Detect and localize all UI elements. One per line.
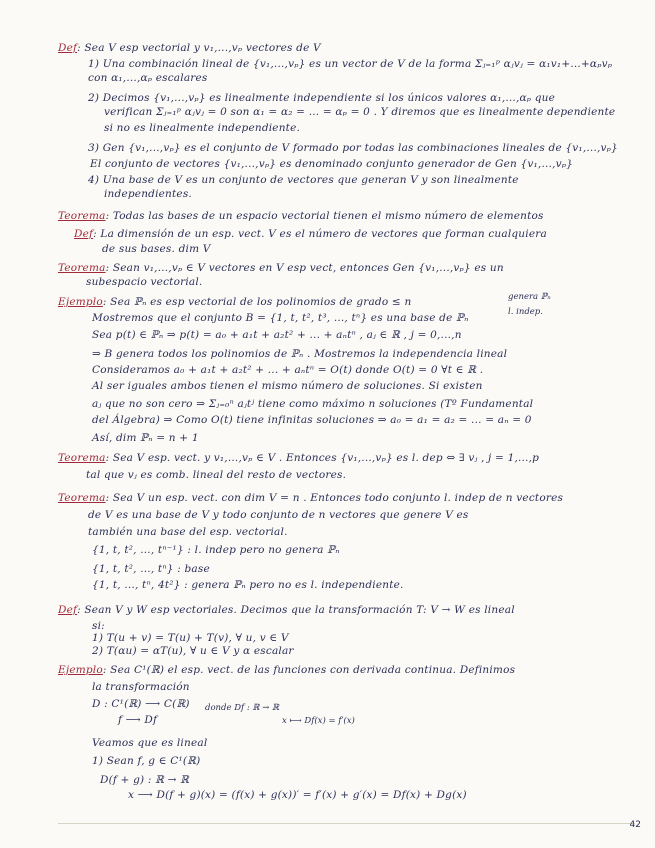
note-line [92,755,200,767]
note-line [58,604,515,616]
line-text: Al ser iguales ambos tienen el mismo número de soluciones. Si existen [92,380,483,392]
line-text: : Sea V esp. vect. y v₁,...,vₚ ∈ V . Entonces {v₁,...,vₚ} es l. dep ⇔ ∃ vⱼ , j = 1,...,p [105,452,540,464]
note-line [86,469,346,481]
note-line [92,348,507,360]
line-text: {1, t, t², ..., tⁿ⁻¹} : l. indep pero no genera ℙₙ [92,544,340,556]
line-text: si no es linealmente independiente. [104,122,301,134]
note-line [92,645,294,657]
note-donde: donde Df : ℝ → ℝ [205,703,280,713]
section-heading: Ejemplo [58,296,103,308]
line-text: aⱼ que no son cero ⇒ Σⱼ₌₀ⁿ aⱼtʲ tiene como máximo n soluciones (Tº Fundamental [92,398,534,410]
note-line [92,312,469,324]
note-indep: l. indep. [508,307,543,317]
line-text: D(f + g) : ℝ → ℝ [100,774,190,786]
section-heading: Teorema [58,210,106,222]
line-text: 1) Sean f, g ∈ C¹(ℝ) [92,755,201,767]
note-line [88,92,555,104]
line-text: {1, t, t², ..., tⁿ} : base [92,563,210,575]
line-text: El conjunto de vectores {v₁,...,vₚ} es denominado conjunto generador de Gen {v₁,...,vₚ} [90,158,574,170]
note-line [92,620,105,632]
line-text: : Sea V esp vectorial y v₁,...,vₚ vectores de V [77,42,321,54]
section-heading: Ejemplo [58,664,103,676]
line-text: de V es una base de V y todo conjunto de n vectores que genere V es [88,509,469,521]
note-line [88,142,618,154]
note-line [90,158,573,170]
note-line [88,509,469,521]
note-line [92,737,207,749]
line-text: tal que vⱼ es comb. lineal del resto de vectores. [86,469,347,481]
line-text: : Todas las bases de un espacio vectorial tienen el mismo número de elementos [105,210,544,222]
line-text: : Sea C¹(ℝ) el esp. vect. de las funciones con derivada continua. Definimos [102,664,516,676]
note-line [92,364,483,376]
note-line [102,243,211,255]
note-line [88,72,208,84]
note-line [104,122,300,134]
note-line [128,789,467,801]
note-line [104,188,192,200]
note-line [74,228,547,240]
note-line [88,174,519,186]
note-line [58,664,515,676]
line-text: independientes. [104,188,192,200]
note-line [92,698,190,710]
line-text: con α₁,...,αₚ escalares [88,72,208,84]
line-text: : La dimensión de un esp. vect. V es el número de vectores que forman cualquiera [93,228,547,240]
note-line [92,329,462,341]
line-text: Consideramos a₀ + a₁t + a₂t² + ... + aₙtⁿ = O(t) donde O(t) = 0 ∀t ∈ ℝ . [92,364,484,376]
line-text: 1) Una combinación lineal de {v₁,...,vₚ} es un vector de V de la forma Σⱼ₌₁ᵖ αⱼvⱼ = α₁v₁+...+αₚvₚ [88,58,613,70]
note-map: x ⟼ Df(x) = f′(x) [282,716,355,726]
line-text: : Sea V un esp. vect. con dim V = n . Entonces todo conjunto l. indep de n vectores [105,492,564,504]
note-line [104,106,615,118]
section-heading: Def [74,228,94,240]
line-text: Veamos que es lineal [92,737,208,749]
page-number: 42 [629,820,641,830]
line-text: f ⟶ Df [118,714,158,726]
line-text: Así, dim ℙₙ = n + 1 [92,432,199,444]
line-text: Mostremos que el conjunto B = {1, t, t², t³, ..., tⁿ} es una base de ℙₙ [92,312,469,324]
note-line [86,276,202,288]
line-text: x ⟶ D(f + g)(x) = (f(x) + g(x))′ = f′(x) + g′(x) = Df(x) + Dg(x) [128,789,467,801]
line-text: Sea p(t) ∈ ℙₙ ⇒ p(t) = a₀ + a₁t + a₂t² + ... + aₙtⁿ , aⱼ ∈ ℝ , j = 0,...,n [92,329,462,341]
note-line [92,380,483,392]
note-line [92,398,533,410]
note-line [88,526,288,538]
line-text: subespacio vectorial. [86,276,203,288]
section-heading: Def [58,42,78,54]
line-text: 2) Decimos {v₁,...,vₚ} es linealmente independiente si los únicos valores α₁,...,αₚ que [88,92,556,104]
line-text: : Sea ℙₙ es esp vectorial de los polinomios de grado ≤ n [102,296,412,308]
note-line [100,774,189,786]
line-text: D : C¹(ℝ) ⟶ C(ℝ) [92,698,190,710]
section-heading: Teorema [58,452,106,464]
line-text: si: [92,620,105,632]
line-text: del Álgebra) ⇒ Como O(t) tiene infinitas soluciones ⇒ a₀ = a₁ = a₂ = ... = aₙ = 0 [92,414,532,426]
note-line [58,492,563,504]
line-text: 3) Gen {v₁,...,vₚ} es el conjunto de V formado por todas las combinaciones lineales de {v₁,...,vₚ} [88,142,618,154]
line-text: 1) T(u + v) = T(u) + T(v), ∀ u, v ∈ V [92,632,289,644]
note-line [58,210,544,222]
line-text: de sus bases. dim V [102,243,211,255]
line-text: ⇒ B genera todos los polinomios de ℙₙ . Mostremos la independencia lineal [92,348,508,360]
note-line [58,262,504,274]
note-line [58,42,321,54]
note-line [92,632,289,644]
note-line [92,579,404,591]
line-text: : Sean V y W esp vectoriales. Decimos que la transformación T: V → W es lineal [77,604,515,616]
line-text: 4) Una base de V es un conjunto de vectores que generan V y son linealmente [88,174,519,186]
note-line [92,414,532,426]
section-heading: Def [58,604,78,616]
note-line [92,432,199,444]
note-line [92,544,340,556]
note-line [92,563,210,575]
page-divider [58,823,635,824]
line-text: verifican Σⱼ₌₁ᵖ αⱼvⱼ = 0 son α₁ = α₂ = ... = αₚ = 0 . Y diremos que es linealmente dependiente [104,106,616,118]
line-text: {1, t, ..., tⁿ, 4t²} : genera ℙₙ pero no es l. independiente. [92,579,404,591]
line-text: 2) T(αu) = αT(u), ∀ u ∈ V y α escalar [92,645,294,657]
line-text: también una base del esp. vectorial. [88,526,288,538]
section-heading: Teorema [58,262,106,274]
section-heading: Teorema [58,492,106,504]
line-text: la transformación [92,681,190,693]
note-line [58,296,411,308]
line-text: : Sean v₁,...,vₚ ∈ V vectores en V esp vect, entonces Gen {v₁,...,vₚ} es un [105,262,504,274]
note-line [92,681,190,693]
note-line [88,58,612,70]
note-line [118,714,157,726]
note-line [58,452,539,464]
note-genera: genera ℙₙ [508,292,551,302]
